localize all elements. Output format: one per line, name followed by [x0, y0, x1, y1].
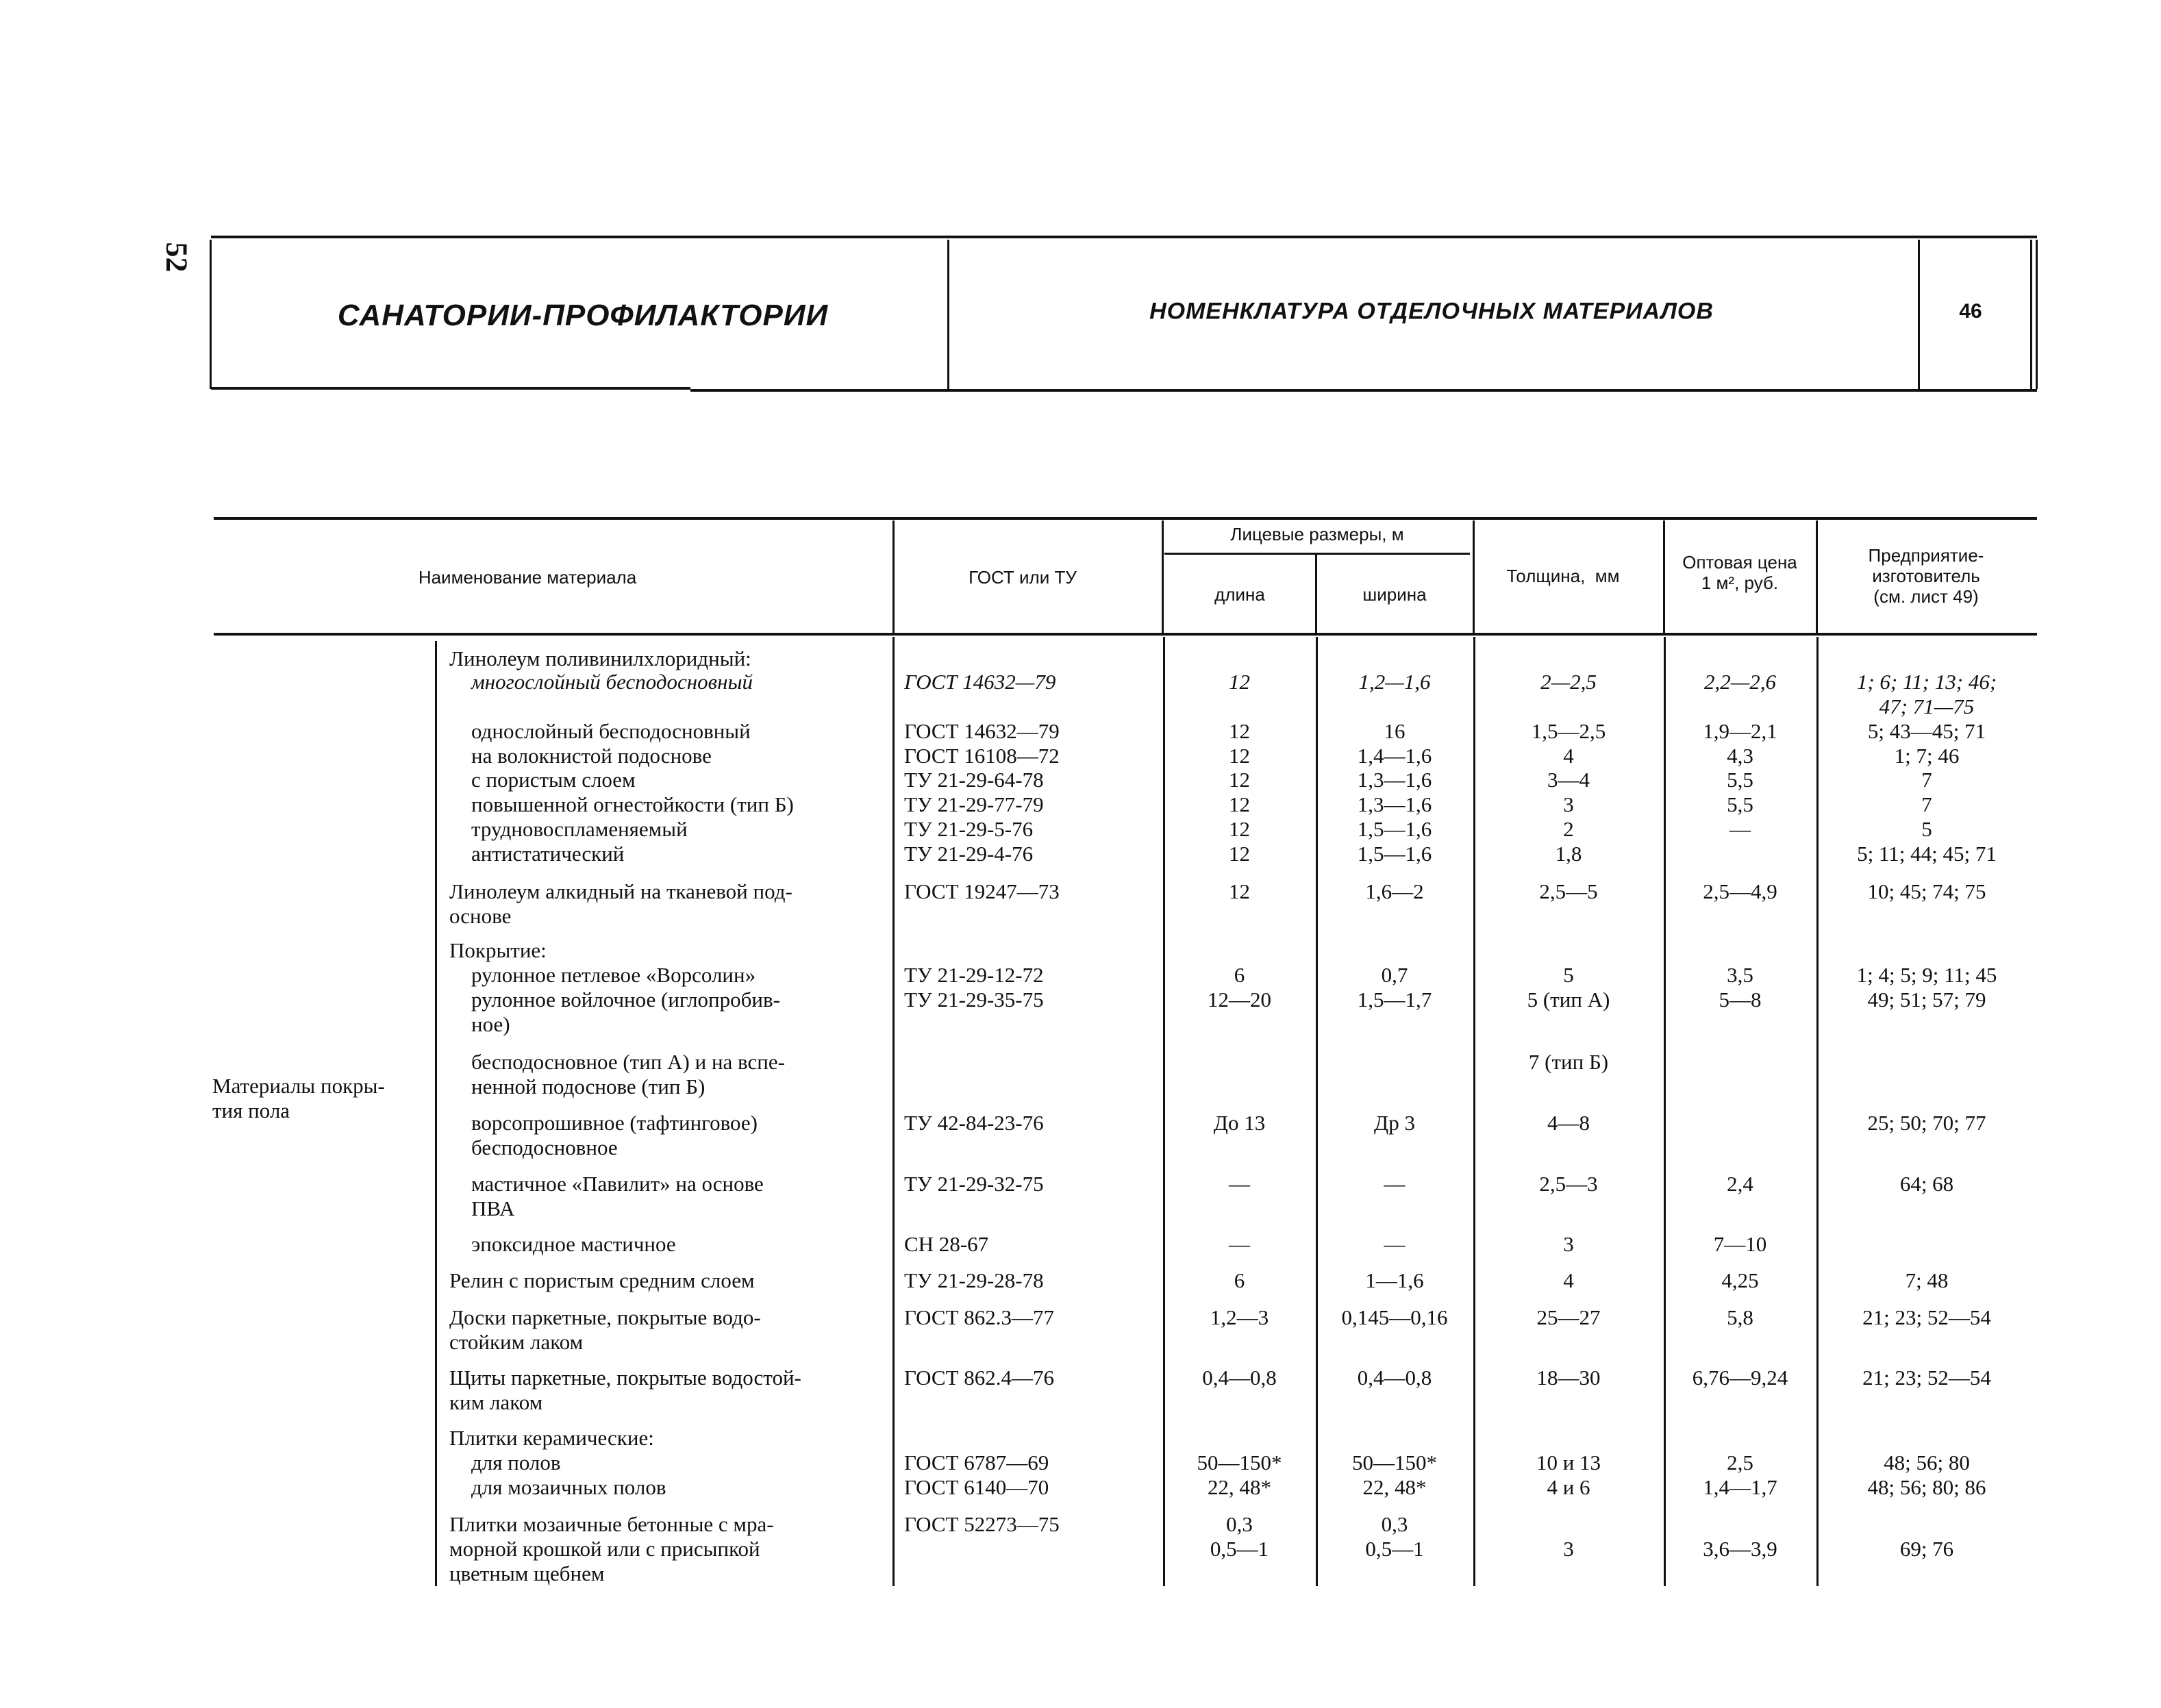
cell-length: 12: [1229, 879, 1250, 903]
cell-gost: ГОСТ 14632—79: [904, 719, 1060, 743]
cell-width: 0,3 0,5—1: [1365, 1512, 1424, 1561]
cell-length: 50—150*: [1197, 1450, 1282, 1474]
cell-price: 7—10: [1713, 1232, 1767, 1256]
cell-gost: ГОСТ 16108—72: [904, 744, 1060, 768]
cell-length: 6: [1234, 1268, 1245, 1292]
cell-width: 0,7: [1381, 963, 1408, 987]
cell-length: 0,3 0,5—1: [1210, 1512, 1269, 1561]
material-name: Линолеум алкидный на тканевой под- основе: [449, 879, 792, 928]
cell-width: 1,3—1,6: [1357, 792, 1432, 816]
cell-thickness: 2: [1563, 817, 1574, 841]
cell-thickness: 7 (тип Б): [1528, 1050, 1609, 1074]
cell-price: 4,3: [1727, 744, 1753, 768]
cell-length: 6: [1234, 963, 1245, 987]
column-header-width: ширина: [1362, 584, 1427, 605]
cell-width: 22, 48*: [1362, 1475, 1427, 1499]
cell-gost: СН 28-67: [904, 1232, 989, 1256]
cell-maker: 7; 48: [1905, 1268, 1949, 1292]
cell-thickness: 2,5—5: [1539, 879, 1598, 903]
cell-length: 12—20: [1208, 988, 1271, 1012]
cell-width: 1,4—1,6: [1357, 744, 1432, 768]
column-header-thickness: Толщина, мм: [1506, 566, 1620, 586]
material-name: Линолеум поливинилхлоридный:: [449, 646, 751, 670]
cell-thickness: 4: [1563, 1268, 1574, 1292]
cell-width: 0,145—0,16: [1341, 1305, 1448, 1329]
cell-length: —: [1229, 1232, 1250, 1256]
cell-gost: ГОСТ 6787—69: [904, 1450, 1049, 1474]
material-name: повышенной огнестойкости (тип Б): [471, 792, 794, 816]
material-name: эпоксидное мастичное: [471, 1232, 676, 1256]
cell-price: 1,9—2,1: [1703, 719, 1777, 743]
cell-gost: ТУ 21-29-5-76: [904, 817, 1034, 841]
material-name: антистатический: [471, 842, 625, 866]
cell-maker: 5: [1921, 817, 1932, 841]
cell-price: 5,5: [1727, 792, 1753, 816]
cell-width: 1,5—1,6: [1357, 817, 1432, 841]
cell-thickness: 4: [1563, 744, 1574, 768]
cell-price: 5—8: [1719, 988, 1762, 1012]
cell-maker: 48; 56; 80: [1884, 1450, 1970, 1474]
cell-length: 12: [1229, 719, 1250, 743]
cell-width: 1,3—1,6: [1357, 768, 1432, 792]
cell-maker: 1; 4; 5; 9; 11; 45: [1856, 963, 1997, 987]
cell-price: 4,25: [1721, 1268, 1759, 1292]
cell-length: 12: [1229, 744, 1250, 768]
cell-price: 1,4—1,7: [1703, 1475, 1777, 1499]
cell-thickness: 18—30: [1536, 1366, 1601, 1390]
cell-thickness: 2—2,5: [1540, 670, 1597, 694]
cell-width: 1—1,6: [1365, 1268, 1424, 1292]
cell-width: —: [1384, 1232, 1406, 1256]
cell-maker: 21; 23; 52—54: [1862, 1305, 1991, 1329]
material-name: Релин с пористым средним слоем: [449, 1268, 755, 1292]
material-name: для мозаичных полов: [471, 1475, 666, 1499]
cell-maker: 10; 45; 74; 75: [1867, 879, 1986, 903]
sheet-number: 46: [1959, 300, 1982, 323]
cell-length: 12: [1229, 768, 1250, 792]
column-header-length: длина: [1214, 584, 1265, 605]
cell-thickness: 25—27: [1536, 1305, 1601, 1329]
column-header-face-sizes: Лицевые размеры, м: [1230, 524, 1404, 544]
material-name: многослойный бесподосновный: [471, 670, 753, 694]
material-name: Плитки керамические:: [449, 1426, 654, 1450]
cell-length: 12: [1229, 817, 1250, 841]
cell-gost: ГОСТ 14632—79: [904, 670, 1056, 694]
cell-width: 1,6—2: [1365, 879, 1424, 903]
cell-gost: ГОСТ 19247—73: [904, 879, 1060, 903]
column-header-price: Оптовая цена 1 м², руб.: [1682, 552, 1797, 593]
cell-width: 1,5—1,7: [1357, 988, 1432, 1012]
category-label: Материалы покры- тия пола: [212, 1074, 385, 1122]
cell-length: 22, 48*: [1208, 1475, 1271, 1499]
cell-maker: 48; 56; 80; 86: [1867, 1475, 1986, 1499]
cell-thickness: 1,8: [1555, 842, 1582, 866]
cell-thickness: 2,5—3: [1539, 1172, 1598, 1196]
cell-maker: 49; 51; 57; 79: [1867, 988, 1986, 1012]
cell-gost: ГОСТ 52273—75: [904, 1512, 1060, 1536]
material-name: Плитки мозаичные бетонные с мра- морной крошкой или с присыпкой цветным щебнем: [449, 1512, 774, 1585]
cell-length: 12: [1229, 670, 1250, 694]
material-name: на волокнистой подоснове: [471, 744, 712, 768]
cell-thickness: 3: [1563, 1232, 1574, 1256]
material-name: мастичное «Павилит» на основе ПВА: [471, 1172, 764, 1220]
cell-maker: 5; 11; 44; 45; 71: [1857, 842, 1997, 866]
cell-width: 16: [1384, 719, 1406, 743]
section-title: НОМЕНКЛАТУРА ОТДЕЛОЧНЫХ МАТЕРИАЛОВ: [1149, 298, 1714, 325]
cell-thickness: 3: [1563, 792, 1574, 816]
cell-thickness: 3: [1563, 1537, 1574, 1561]
material-name: Покрытие:: [449, 938, 547, 962]
cell-thickness: 5 (тип А): [1527, 988, 1610, 1012]
cell-width: 1,5—1,6: [1357, 842, 1432, 866]
cell-length: До 13: [1213, 1111, 1266, 1135]
cell-length: 0,4—0,8: [1202, 1366, 1277, 1390]
material-name: с пористым слоем: [471, 768, 636, 792]
cell-maker: 1; 7; 46: [1894, 744, 1960, 768]
cell-length: 12: [1229, 842, 1250, 866]
material-name: трудновоспламеняемый: [471, 817, 688, 841]
cell-thickness: 3—4: [1547, 768, 1590, 792]
cell-gost: ТУ 21-29-64-78: [904, 768, 1044, 792]
cell-width: 1,2—1,6: [1358, 670, 1431, 694]
cell-width: —: [1384, 1172, 1406, 1196]
cell-gost: ГОСТ 862.4—76: [904, 1366, 1055, 1390]
cell-maker: 25; 50; 70; 77: [1867, 1111, 1986, 1135]
material-name: рулонное войлочное (иглопробив- ное): [471, 988, 780, 1036]
column-header-gost: ГОСТ или ТУ: [969, 567, 1077, 588]
cell-thickness: 10 и 13: [1536, 1450, 1601, 1474]
cell-maker: 7: [1921, 792, 1932, 816]
cell-price: 2,5: [1727, 1450, 1753, 1474]
cell-price: 2,4: [1727, 1172, 1753, 1196]
cell-price: 5,5: [1727, 768, 1753, 792]
material-name: Доски паркетные, покрытые водо- стойким лаком: [449, 1305, 761, 1354]
column-header-name: Наименование материала: [418, 567, 637, 588]
cell-gost: ТУ 21-29-77-79: [904, 792, 1044, 816]
cell-gost: ТУ 21-29-12-72: [904, 963, 1044, 987]
cell-price: 6,76—9,24: [1692, 1366, 1788, 1390]
cell-gost: ТУ 21-29-35-75: [904, 988, 1044, 1012]
cell-gost: ГОСТ 6140—70: [904, 1475, 1049, 1499]
cell-price: 3,6—3,9: [1703, 1537, 1777, 1561]
cell-gost: ГОСТ 862.3—77: [904, 1305, 1055, 1329]
cell-width: Др 3: [1374, 1111, 1415, 1135]
cell-thickness: 5: [1563, 963, 1574, 987]
cell-gost: ТУ 21-29-4-76: [904, 842, 1034, 866]
cell-price: 5,8: [1727, 1305, 1753, 1329]
cell-price: 2,5—4,9: [1703, 879, 1777, 903]
cell-width: 50—150*: [1352, 1450, 1437, 1474]
material-name: для полов: [471, 1450, 561, 1474]
column-header-maker: Предприятие- изготовитель (см. лист 49): [1868, 545, 1984, 607]
cell-width: 0,4—0,8: [1357, 1366, 1432, 1390]
cell-maker: 7: [1921, 768, 1932, 792]
document-title: САНАТОРИИ-ПРОФИЛАКТОРИИ: [337, 299, 829, 332]
cell-length: —: [1229, 1172, 1250, 1196]
cell-length: 1,2—3: [1210, 1305, 1269, 1329]
material-name: Щиты паркетные, покрытые водостой- ким лаком: [449, 1366, 801, 1414]
cell-thickness: 1,5—2,5: [1531, 719, 1606, 743]
cell-maker: 21; 23; 52—54: [1862, 1366, 1991, 1390]
cell-length: 12: [1229, 792, 1250, 816]
cell-thickness: 4—8: [1547, 1111, 1590, 1135]
material-name: рулонное петлевое «Ворсолин»: [471, 963, 756, 987]
page-number: 52: [160, 242, 194, 273]
cell-maker: 1; 6; 11; 13; 46; 47; 71—75: [1856, 670, 1997, 718]
material-name: однослойный бесподосновный: [471, 719, 751, 743]
cell-gost: ТУ 21-29-32-75: [904, 1172, 1044, 1196]
cell-price: 3,5: [1727, 963, 1753, 987]
cell-price: —: [1729, 817, 1751, 841]
cell-maker: 5; 43—45; 71: [1867, 719, 1986, 743]
cell-thickness: 4 и 6: [1547, 1475, 1590, 1499]
cell-gost: ТУ 21-29-28-78: [904, 1268, 1044, 1292]
cell-gost: ТУ 42-84-23-76: [904, 1111, 1044, 1135]
cell-maker: 64; 68: [1899, 1172, 1954, 1196]
cell-price: 2,2—2,6: [1703, 670, 1777, 694]
material-name: бесподосновное (тип А) и на вспе- ненной подоснове (тип Б): [471, 1050, 785, 1098]
cell-maker: 69; 76: [1899, 1537, 1954, 1561]
material-name: ворсопрошивное (тафтинговое) бесподосновное: [471, 1111, 758, 1159]
